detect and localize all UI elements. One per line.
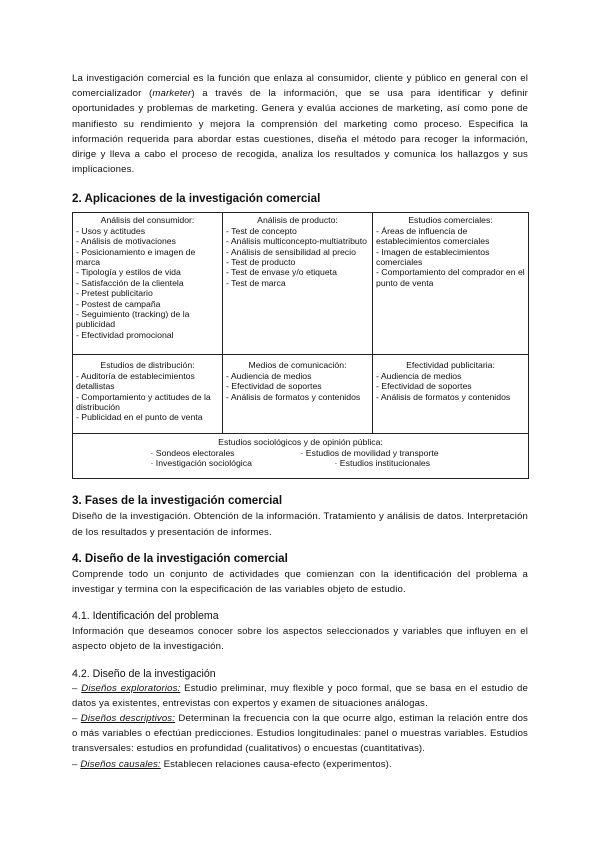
section-4-1-text: Información que deseamos conocer sobre los aspectos seleccionados y variables que influyen en el aspecto objeto de la investigación. — [72, 626, 528, 653]
cell-sociologicos — [73, 434, 529, 479]
list-item: - Áreas de influencia de establecimientos comerciales — [376, 225, 490, 247]
dash-marker: – — [72, 713, 78, 725]
list-item: - Análisis de formatos y contenidos — [376, 391, 511, 402]
intro-text-start: La investigación comercial es la función que enlaza al consumidor, cliente y público en general con el comercializador ( — [72, 73, 528, 100]
sociologicos-list — [151, 448, 451, 469]
cell-title: Efectividad publicitaria: — [406, 360, 495, 371]
list-item: · Investigación sociológica — [150, 458, 252, 469]
design-exploratory — [72, 681, 528, 711]
list-item: - Análisis multiconcepto-multiatributo — [226, 236, 367, 247]
list-item: - Análisis de motivaciones — [76, 236, 176, 247]
dash-marker: – — [72, 758, 78, 770]
list-item: - Efectividad promocional — [76, 329, 174, 340]
list-item: - Postest de campaña — [76, 298, 161, 309]
cell-producto — [223, 213, 373, 355]
cell-title: Estudios de distribución: — [100, 360, 195, 371]
section-2-heading: 2. Aplicaciones de la investigación comercial — [72, 192, 321, 206]
section-4-1-heading: 4.1. Identificación del problema — [72, 610, 219, 623]
list-item: - Usos y actitudes — [76, 225, 146, 236]
section-3-text: Diseño de la investigación. Obtención de la información. Tratamiento y análisis de datos. Interpretación de los resultados y presentación de informes. — [72, 511, 528, 538]
document-content — [72, 71, 528, 772]
cell-distribucion — [73, 355, 223, 434]
list-item: - Test de marca — [226, 277, 286, 288]
intro-italic-term: marketer — [152, 88, 192, 100]
list-item: - Audiencia de medios — [226, 370, 312, 381]
list-item: - Audiencia de medios — [376, 370, 462, 381]
cell-title: Estudios comerciales: — [408, 215, 493, 226]
causal-text: Establecen relaciones causa-efecto (experimentos). — [163, 758, 392, 770]
causal-label: Diseños causales: — [80, 758, 161, 770]
cell-medios — [223, 355, 373, 434]
cell-comerciales — [373, 213, 529, 355]
list-item: - Publicidad en el punto de venta — [76, 412, 203, 423]
cell-title: Estudios sociológicos y de opinión pública: — [218, 437, 383, 448]
design-causal — [72, 757, 528, 772]
list-item: - Test de concepto — [226, 225, 297, 236]
list-item: - Pretest publicitario — [76, 288, 153, 299]
section-4-heading: 4. Diseño de la investigación comercial — [72, 551, 288, 565]
design-descriptive — [72, 711, 528, 757]
list-item: - Imagen de establecimientos comerciales — [376, 246, 490, 268]
cell-title: Análisis del consumidor: — [100, 215, 195, 226]
cell-title: Análisis de producto: — [257, 215, 338, 226]
list-item: - Efectividad de soportes — [376, 381, 472, 392]
list-item: - Análisis de sensibilidad al precio — [226, 246, 356, 257]
list-item: - Efectividad de soportes — [226, 381, 322, 392]
section-3-heading: 3. Fases de la investigación comercial — [72, 494, 283, 508]
list-item: - Satisfacción de la clientela — [76, 277, 184, 288]
list-item: - Seguimiento (tracking) de la publicidad — [76, 309, 190, 330]
list-item: - Comportamiento y actitudes de la distribución — [76, 391, 211, 413]
cell-title: Medios de comunicación: — [248, 360, 347, 371]
descriptive-label: Diseños descriptivos: — [80, 713, 176, 725]
list-item: - Análisis de formatos y contenidos — [226, 391, 361, 402]
list-item: - Comportamiento del comprador en el punto de venta — [376, 267, 525, 288]
list-item: · Estudios institucionales — [334, 458, 431, 469]
list-item: - Posicionamiento e imagen de marca — [76, 246, 196, 268]
section-4-2-heading: 4.2. Diseño de la investigación — [72, 667, 216, 680]
table-row — [73, 355, 529, 434]
table-row — [73, 213, 529, 355]
list-item: - Tipología y estilos de vida — [76, 267, 181, 278]
descriptive-text: Determinan la frecuencia con la que ocurre algo, estiman la relación entre dos o más variables o efectúan predicciones. Estudios longitudinales: panel o muestras variables. Estudios transversales: estudios en profundidad (cualitativos) o encuestas (cuantitativas). — [72, 713, 528, 755]
applications-table — [72, 212, 529, 479]
section-4-text: Comprende todo un conjunto de actividades que comienzan con la identificación del problema a investigar y termina con la especificación de las variables objeto de estudio. — [72, 568, 528, 596]
list-item: - Auditoría de establecimientos detallistas — [76, 370, 195, 392]
exploratory-text: Estudio preliminar, muy flexible y poco formal, que se basa en el estudio de datos ya existentes, entrevistas con expertos y examen de situaciones análogas. — [72, 682, 528, 709]
cell-consumidor — [73, 213, 223, 355]
list-item: - Test de envase y/o etiqueta — [226, 267, 337, 278]
intro-paragraph — [72, 71, 528, 177]
dash-marker: – — [72, 682, 78, 694]
list-item: · Sondeos electorales — [150, 447, 235, 458]
table-row — [73, 434, 529, 479]
intro-text-end: ) a través de la información, que se usa para identificar y definir oportunidades y problemas de marketing. Genera y evalúa acciones de marketing, así como pone de manifiesto su rendimiento y mejora la comprensión del marketing como proceso. Especifica la información requerida para abordar estas cuestiones, diseña el método para recoger la información, dirige y lleva a cabo el proceso de recogida, analiza los resultados y comunica los hallazgos y sus implicaciones. — [72, 88, 528, 176]
list-item: · Estudios de movilidad y transporte — [300, 447, 439, 458]
exploratory-label: Diseños exploratorios: — [81, 682, 181, 694]
cell-efectividad — [373, 355, 529, 434]
list-item: - Test de producto — [226, 257, 296, 268]
